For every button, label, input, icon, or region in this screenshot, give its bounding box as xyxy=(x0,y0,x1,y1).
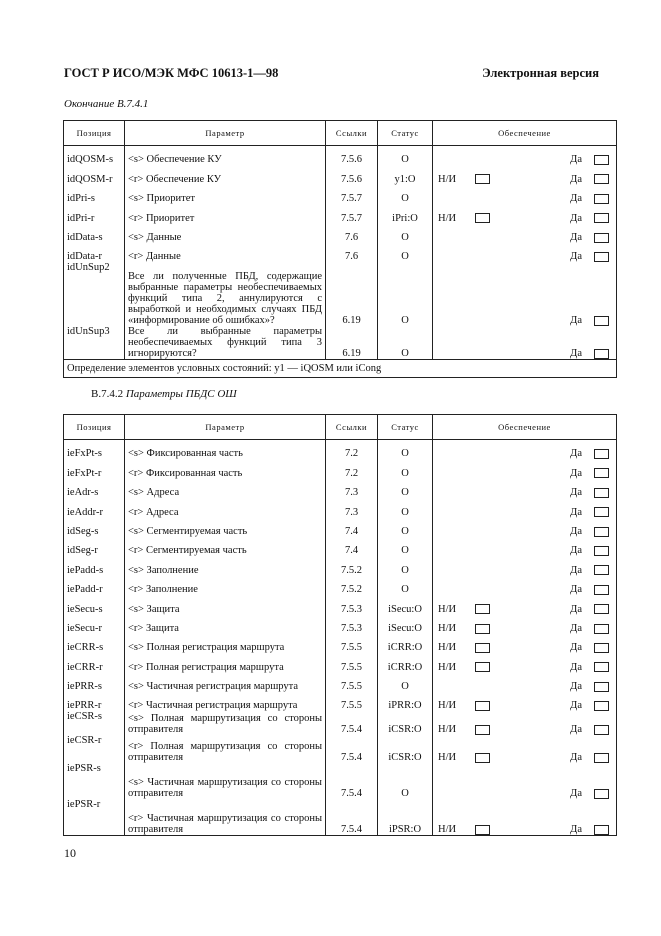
yes-label: Да xyxy=(570,642,582,654)
row-status: О xyxy=(378,224,433,243)
column-header: Параметр xyxy=(125,121,326,146)
row-support xyxy=(433,615,617,634)
row-support xyxy=(433,576,617,595)
row-support xyxy=(433,459,617,478)
electronic-version-label: Электронная версия xyxy=(482,66,599,80)
table-row xyxy=(64,711,617,735)
row-position: idPri-r xyxy=(64,204,125,223)
row-support xyxy=(433,711,617,735)
not-implemented-checkbox[interactable] xyxy=(475,701,490,711)
row-status: О xyxy=(378,537,433,556)
row-parameter: <r> Защита xyxy=(125,615,326,634)
row-status: О xyxy=(378,673,433,692)
row-status: iPri:О xyxy=(378,204,433,223)
row-parameter: <s> Полная маршрутизация со стороны отправителя xyxy=(125,711,326,735)
row-reference: 7.5.4 xyxy=(326,735,378,763)
yes-label: Да xyxy=(570,193,582,205)
not-implemented-checkbox[interactable] xyxy=(475,753,490,763)
not-implemented-label: Н/И xyxy=(438,752,457,764)
yes-option xyxy=(570,487,609,498)
yes-option xyxy=(570,584,609,595)
table-row xyxy=(64,440,617,460)
yes-label: Да xyxy=(570,661,582,673)
row-support xyxy=(433,763,617,799)
yes-checkbox[interactable] xyxy=(594,662,609,672)
yes-checkbox[interactable] xyxy=(594,701,609,711)
row-support xyxy=(433,224,617,243)
yes-checkbox[interactable] xyxy=(594,604,609,614)
row-parameter: <r> Фиксированная часть xyxy=(125,459,326,478)
yes-checkbox[interactable] xyxy=(594,449,609,459)
table-row xyxy=(64,595,617,614)
row-position: ieFxPt-s xyxy=(64,440,125,460)
table-row xyxy=(64,799,617,835)
row-parameter: <r> Приоритет xyxy=(125,204,326,223)
row-support xyxy=(433,692,617,711)
table-row xyxy=(64,146,617,166)
row-reference: 7.5.5 xyxy=(326,692,378,711)
row-reference: 6.19 xyxy=(326,326,378,360)
yes-option xyxy=(570,154,609,165)
row-position: ieAdr-s xyxy=(64,479,125,498)
definitions-row xyxy=(64,360,617,378)
not-implemented-checkbox[interactable] xyxy=(475,825,490,835)
row-parameter: <s> Данные xyxy=(125,224,326,243)
yes-option xyxy=(570,251,609,262)
row-support xyxy=(433,595,617,614)
yes-option xyxy=(570,526,609,537)
row-reference: 7.5.2 xyxy=(326,556,378,575)
row-position: idUnSup2 xyxy=(64,262,125,326)
row-parameter: <s> Заполнение xyxy=(125,556,326,575)
yes-checkbox[interactable] xyxy=(594,643,609,653)
column-header: Параметр xyxy=(125,415,326,440)
row-parameter: <r> Заполнение xyxy=(125,576,326,595)
yes-option xyxy=(570,604,609,615)
yes-option xyxy=(570,788,609,799)
yes-option xyxy=(570,315,609,326)
row-parameter: <s> Адреса xyxy=(125,479,326,498)
row-support xyxy=(433,799,617,835)
not-implemented-label: Н/И xyxy=(438,173,457,185)
row-reference: 7.4 xyxy=(326,518,378,537)
row-position: idPri-s xyxy=(64,185,125,204)
row-parameter: <r> Полная регистрация маршрута xyxy=(125,653,326,672)
row-parameter: <s> Частичная маршрутизация со стороны отправителя xyxy=(125,763,326,799)
row-position: ieCRR-s xyxy=(64,634,125,653)
row-support xyxy=(433,556,617,575)
yes-label: Да xyxy=(570,603,582,615)
row-parameter: <s> Полная регистрация маршрута xyxy=(125,634,326,653)
table-row xyxy=(64,763,617,799)
row-status: iSecu:О xyxy=(378,615,433,634)
row-support xyxy=(433,634,617,653)
row-status: iPSR:О xyxy=(378,799,433,835)
row-position: ieCRR-r xyxy=(64,653,125,672)
row-status: iSecu:О xyxy=(378,595,433,614)
row-status: О xyxy=(378,518,433,537)
not-implemented-checkbox[interactable] xyxy=(475,662,490,672)
row-reference: 7.5.5 xyxy=(326,673,378,692)
table-row xyxy=(64,615,617,634)
table2-header xyxy=(64,415,617,440)
table-row xyxy=(64,204,617,223)
row-reference: 7.2 xyxy=(326,459,378,478)
row-parameter: <s> Сегментируемая часть xyxy=(125,518,326,537)
yes-option xyxy=(570,507,609,518)
row-parameter: <r> Адреса xyxy=(125,498,326,517)
table-row xyxy=(64,673,617,692)
row-reference: 7.5.3 xyxy=(326,615,378,634)
table-row xyxy=(64,185,617,204)
yes-option xyxy=(570,174,609,185)
yes-checkbox[interactable] xyxy=(594,789,609,799)
yes-option xyxy=(570,662,609,673)
row-support xyxy=(433,440,617,460)
row-position: ieAddr-r xyxy=(64,498,125,517)
yes-checkbox[interactable] xyxy=(594,174,609,184)
yes-checkbox[interactable] xyxy=(594,316,609,326)
not-implemented-checkbox[interactable] xyxy=(475,624,490,634)
not-implemented-label: Н/И xyxy=(438,642,457,654)
table-row xyxy=(64,537,617,556)
row-reference: 7.4 xyxy=(326,537,378,556)
row-parameter: <r> Обеспечение КУ xyxy=(125,165,326,184)
not-implemented-label: Н/И xyxy=(438,661,457,673)
not-implemented-label: Н/И xyxy=(438,700,457,712)
yes-label: Да xyxy=(570,525,582,537)
document-standard-title: ГОСТ Р ИСО/МЭК МФС 10613-1—98 xyxy=(64,66,279,80)
row-position: iePRR-s xyxy=(64,673,125,692)
yes-checkbox[interactable] xyxy=(594,725,609,735)
row-reference: 7.5.2 xyxy=(326,576,378,595)
yes-checkbox[interactable] xyxy=(594,825,609,835)
row-position: iePadd-s xyxy=(64,556,125,575)
table-1 xyxy=(63,120,617,378)
row-reference: 7.3 xyxy=(326,479,378,498)
table-row xyxy=(64,459,617,478)
row-support xyxy=(433,653,617,672)
row-reference: 7.3 xyxy=(326,498,378,517)
row-parameter: <r> Сегментируемая часть xyxy=(125,537,326,556)
yes-checkbox[interactable] xyxy=(594,753,609,763)
row-status: y1:О xyxy=(378,165,433,184)
not-implemented-label: Н/И xyxy=(438,724,457,736)
yes-option xyxy=(570,724,609,735)
row-position: ieSecu-r xyxy=(64,615,125,634)
row-parameter: Все ли полученные ПБД, содержащие выбранные параметры необеспечиваемых функций типа 2, аннулируются с выработкой и необходимых случаях ПБД «информирование об ошибках»? xyxy=(125,262,326,326)
row-position: iePRR-r xyxy=(64,692,125,711)
yes-label: Да xyxy=(570,315,582,327)
column-header: Обеспечение xyxy=(433,415,617,440)
row-reference: 7.5.4 xyxy=(326,763,378,799)
table-row xyxy=(64,735,617,763)
row-position: ieCSR-s xyxy=(64,711,125,735)
yes-option xyxy=(570,468,609,479)
section-heading xyxy=(91,388,237,400)
column-header: Статус xyxy=(378,415,433,440)
yes-checkbox[interactable] xyxy=(594,488,609,498)
row-support xyxy=(433,537,617,556)
row-position: ieSecu-s xyxy=(64,595,125,614)
row-support xyxy=(433,262,617,326)
row-support xyxy=(433,146,617,166)
row-status: О xyxy=(378,440,433,460)
row-position: idSeg-s xyxy=(64,518,125,537)
table-row xyxy=(64,518,617,537)
yes-label: Да xyxy=(570,231,582,243)
not-implemented-checkbox[interactable] xyxy=(475,213,490,223)
table1-header xyxy=(64,121,617,146)
yes-label: Да xyxy=(570,584,582,596)
row-position: ieCSR-r xyxy=(64,735,125,763)
table-row xyxy=(64,498,617,517)
table-row xyxy=(64,653,617,672)
row-parameter: <s> Обеспечение КУ xyxy=(125,146,326,166)
column-header: Статус xyxy=(378,121,433,146)
row-position: iePSR-s xyxy=(64,763,125,799)
row-reference: 7.5.6 xyxy=(326,165,378,184)
not-implemented-label: Н/И xyxy=(438,603,457,615)
row-position: iePSR-r xyxy=(64,799,125,835)
row-parameter: <s> Приоритет xyxy=(125,185,326,204)
row-parameter: <r> Полная маршрутизация со стороны отправителя xyxy=(125,735,326,763)
column-header: Ссылки xyxy=(326,415,378,440)
table-row xyxy=(64,692,617,711)
yes-label: Да xyxy=(570,752,582,764)
row-position: idQOSM-s xyxy=(64,146,125,166)
row-support xyxy=(433,518,617,537)
row-reference: 7.5.5 xyxy=(326,634,378,653)
row-parameter: <s> Частичная регистрация маршрута xyxy=(125,673,326,692)
yes-checkbox[interactable] xyxy=(594,468,609,478)
yes-option xyxy=(570,752,609,763)
yes-option xyxy=(570,681,609,692)
yes-option xyxy=(570,565,609,576)
yes-label: Да xyxy=(570,564,582,576)
row-status: О xyxy=(378,146,433,166)
row-reference: 7.5.4 xyxy=(326,711,378,735)
row-reference: 7.6 xyxy=(326,243,378,262)
yes-checkbox[interactable] xyxy=(594,213,609,223)
yes-label: Да xyxy=(570,724,582,736)
row-position: ieFxPt-r xyxy=(64,459,125,478)
yes-label: Да xyxy=(570,700,582,712)
yes-checkbox[interactable] xyxy=(594,194,609,204)
row-reference: 7.5.7 xyxy=(326,204,378,223)
row-status: О xyxy=(378,556,433,575)
yes-label: Да xyxy=(570,545,582,557)
row-reference: 7.6 xyxy=(326,224,378,243)
table-row xyxy=(64,576,617,595)
yes-checkbox[interactable] xyxy=(594,682,609,692)
yes-option xyxy=(570,700,609,711)
yes-checkbox[interactable] xyxy=(594,624,609,634)
row-parameter: Все ли выбранные параметры необеспечиваемых функций типа 3 игнорируются? xyxy=(125,326,326,360)
yes-label: Да xyxy=(570,212,582,224)
row-status: О xyxy=(378,479,433,498)
yes-option xyxy=(570,193,609,204)
table-row xyxy=(64,634,617,653)
page-number: 10 xyxy=(64,846,76,860)
yes-label: Да xyxy=(570,622,582,634)
table-row xyxy=(64,224,617,243)
yes-option xyxy=(570,642,609,653)
yes-label: Да xyxy=(570,506,582,518)
not-implemented-label: Н/И xyxy=(438,823,457,835)
yes-checkbox[interactable] xyxy=(594,585,609,595)
yes-label: Да xyxy=(570,823,582,835)
yes-label: Да xyxy=(570,251,582,263)
row-status: О xyxy=(378,243,433,262)
row-parameter: <r> Частичная маршрутизация со стороны отправителя xyxy=(125,799,326,835)
row-reference: 7.5.6 xyxy=(326,146,378,166)
yes-option xyxy=(570,348,609,359)
yes-label: Да xyxy=(570,788,582,800)
row-position: idUnSup3 xyxy=(64,326,125,360)
row-status: О xyxy=(378,262,433,326)
yes-option xyxy=(570,623,609,634)
column-header: Ссылки xyxy=(326,121,378,146)
not-implemented-label: Н/И xyxy=(438,212,457,224)
table-row xyxy=(64,165,617,184)
yes-option xyxy=(570,213,609,224)
table-row xyxy=(64,262,617,326)
table-row xyxy=(64,243,617,262)
row-support xyxy=(433,204,617,223)
yes-label: Да xyxy=(570,173,582,185)
row-support xyxy=(433,185,617,204)
not-implemented-checkbox[interactable] xyxy=(475,725,490,735)
column-header: Позиция xyxy=(64,121,125,146)
yes-label: Да xyxy=(570,348,582,360)
not-implemented-checkbox[interactable] xyxy=(475,174,490,184)
row-status: О xyxy=(378,326,433,360)
row-position: idData-s xyxy=(64,224,125,243)
row-position: idQOSM-r xyxy=(64,165,125,184)
table-row xyxy=(64,479,617,498)
yes-checkbox[interactable] xyxy=(594,546,609,556)
yes-option xyxy=(570,824,609,835)
yes-checkbox[interactable] xyxy=(594,155,609,165)
yes-option xyxy=(570,232,609,243)
row-status: iPRR:О xyxy=(378,692,433,711)
row-reference: 7.5.4 xyxy=(326,799,378,835)
row-status: iCRR:О xyxy=(378,653,433,672)
yes-label: Да xyxy=(570,154,582,166)
table-row xyxy=(64,556,617,575)
row-status: iCRR:О xyxy=(378,634,433,653)
yes-checkbox[interactable] xyxy=(594,565,609,575)
conditional-definitions-note: Определение элементов условных состояний: y1 — iQOSM или iCong xyxy=(64,360,617,378)
row-reference: 6.19 xyxy=(326,262,378,326)
yes-checkbox[interactable] xyxy=(594,233,609,243)
not-implemented-checkbox[interactable] xyxy=(475,604,490,614)
yes-label: Да xyxy=(570,467,582,479)
row-status: О xyxy=(378,185,433,204)
row-parameter: <s> Защита xyxy=(125,595,326,614)
row-reference: 7.2 xyxy=(326,440,378,460)
row-status: О xyxy=(378,576,433,595)
section-title: Параметры ПБДС ОШ xyxy=(125,388,237,400)
section-number: В.7.4.2 xyxy=(91,388,124,400)
row-status: О xyxy=(378,763,433,799)
table1-caption: Окончание В.7.4.1 xyxy=(64,98,149,110)
row-position: iePadd-r xyxy=(64,576,125,595)
row-reference: 7.5.3 xyxy=(326,595,378,614)
yes-option xyxy=(570,448,609,459)
row-status: iCSR:О xyxy=(378,735,433,763)
yes-checkbox[interactable] xyxy=(594,252,609,262)
row-support xyxy=(433,479,617,498)
row-support xyxy=(433,735,617,763)
table-row xyxy=(64,326,617,360)
row-reference: 7.5.7 xyxy=(326,185,378,204)
row-status: О xyxy=(378,459,433,478)
row-parameter: <r> Данные xyxy=(125,243,326,262)
yes-label: Да xyxy=(570,448,582,460)
row-parameter: <r> Частичная регистрация маршрута xyxy=(125,692,326,711)
column-header: Обеспечение xyxy=(433,121,617,146)
table-2 xyxy=(63,414,617,836)
yes-checkbox[interactable] xyxy=(594,349,609,359)
row-support xyxy=(433,326,617,360)
yes-checkbox[interactable] xyxy=(594,527,609,537)
yes-checkbox[interactable] xyxy=(594,507,609,517)
row-position: idSeg-r xyxy=(64,537,125,556)
row-parameter: <s> Фиксированная часть xyxy=(125,440,326,460)
row-support xyxy=(433,165,617,184)
row-support xyxy=(433,243,617,262)
row-status: iCSR:О xyxy=(378,711,433,735)
row-support xyxy=(433,673,617,692)
row-position: idData-r xyxy=(64,243,125,262)
row-status: О xyxy=(378,498,433,517)
not-implemented-label: Н/И xyxy=(438,622,457,634)
row-support xyxy=(433,498,617,517)
yes-label: Да xyxy=(570,487,582,499)
yes-label: Да xyxy=(570,681,582,693)
yes-option xyxy=(570,545,609,556)
column-header: Позиция xyxy=(64,415,125,440)
row-reference: 7.5.5 xyxy=(326,653,378,672)
not-implemented-checkbox[interactable] xyxy=(475,643,490,653)
